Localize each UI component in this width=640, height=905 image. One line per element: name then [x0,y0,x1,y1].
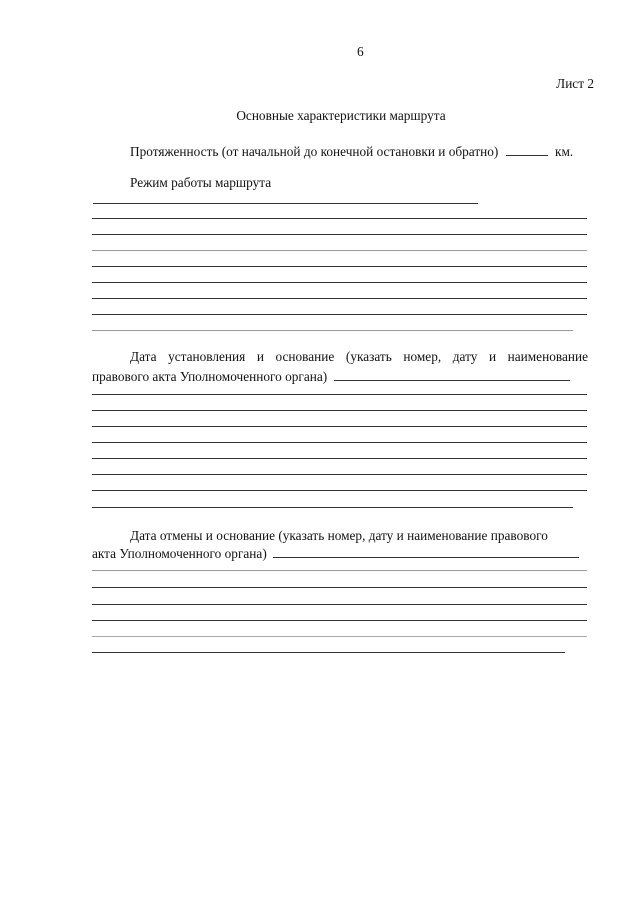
established-field[interactable] [334,368,570,381]
blank-line[interactable] [92,620,587,621]
blank-line[interactable] [92,394,587,395]
blank-line[interactable] [92,570,587,571]
page-number: 6 [357,44,364,59]
cancelled-field[interactable] [273,545,579,558]
cancelled-label-2: акта Уполномоченного органа) [92,546,267,561]
blank-line[interactable] [92,426,587,427]
length-unit: км. [555,144,574,159]
blank-line[interactable] [92,218,587,219]
blank-line[interactable] [92,490,587,491]
blank-line[interactable] [92,282,587,283]
blank-line[interactable] [92,298,587,299]
page-title: Основные характеристики маршрута [236,108,446,123]
length-field[interactable] [506,143,548,156]
schedule-label: Режим работы маршрута [130,175,272,190]
sheet-label: Лист 2 [556,76,594,91]
blank-line[interactable] [92,330,573,331]
length-label: Протяженность (от начальной до конечной остановки и обратно) [130,144,499,159]
blank-line[interactable] [92,458,587,459]
blank-line[interactable] [92,234,587,235]
blank-line[interactable] [92,410,587,411]
blank-line[interactable] [92,587,587,588]
established-line1 [92,349,588,365]
cancelled-line1: Дата отмены и основание (указать номер, дату и наименование правового [130,528,548,543]
blank-line[interactable] [92,604,587,605]
blank-line[interactable] [92,474,587,475]
blank-line[interactable] [92,314,587,315]
blank-line[interactable] [92,442,587,443]
established-label-2: правового акта Уполномоченного органа) [92,369,328,384]
blank-line[interactable] [92,250,587,251]
established-line2 [92,368,570,385]
cancelled-line2 [92,545,579,562]
blank-line[interactable] [92,507,573,508]
blank-line[interactable] [92,636,587,637]
length-row [130,143,573,160]
blank-line[interactable] [92,652,565,653]
established-label: Дата установления и основание (указать номер, дату и наименование [130,349,588,364]
blank-line[interactable] [92,266,587,267]
schedule-field[interactable] [93,203,478,204]
